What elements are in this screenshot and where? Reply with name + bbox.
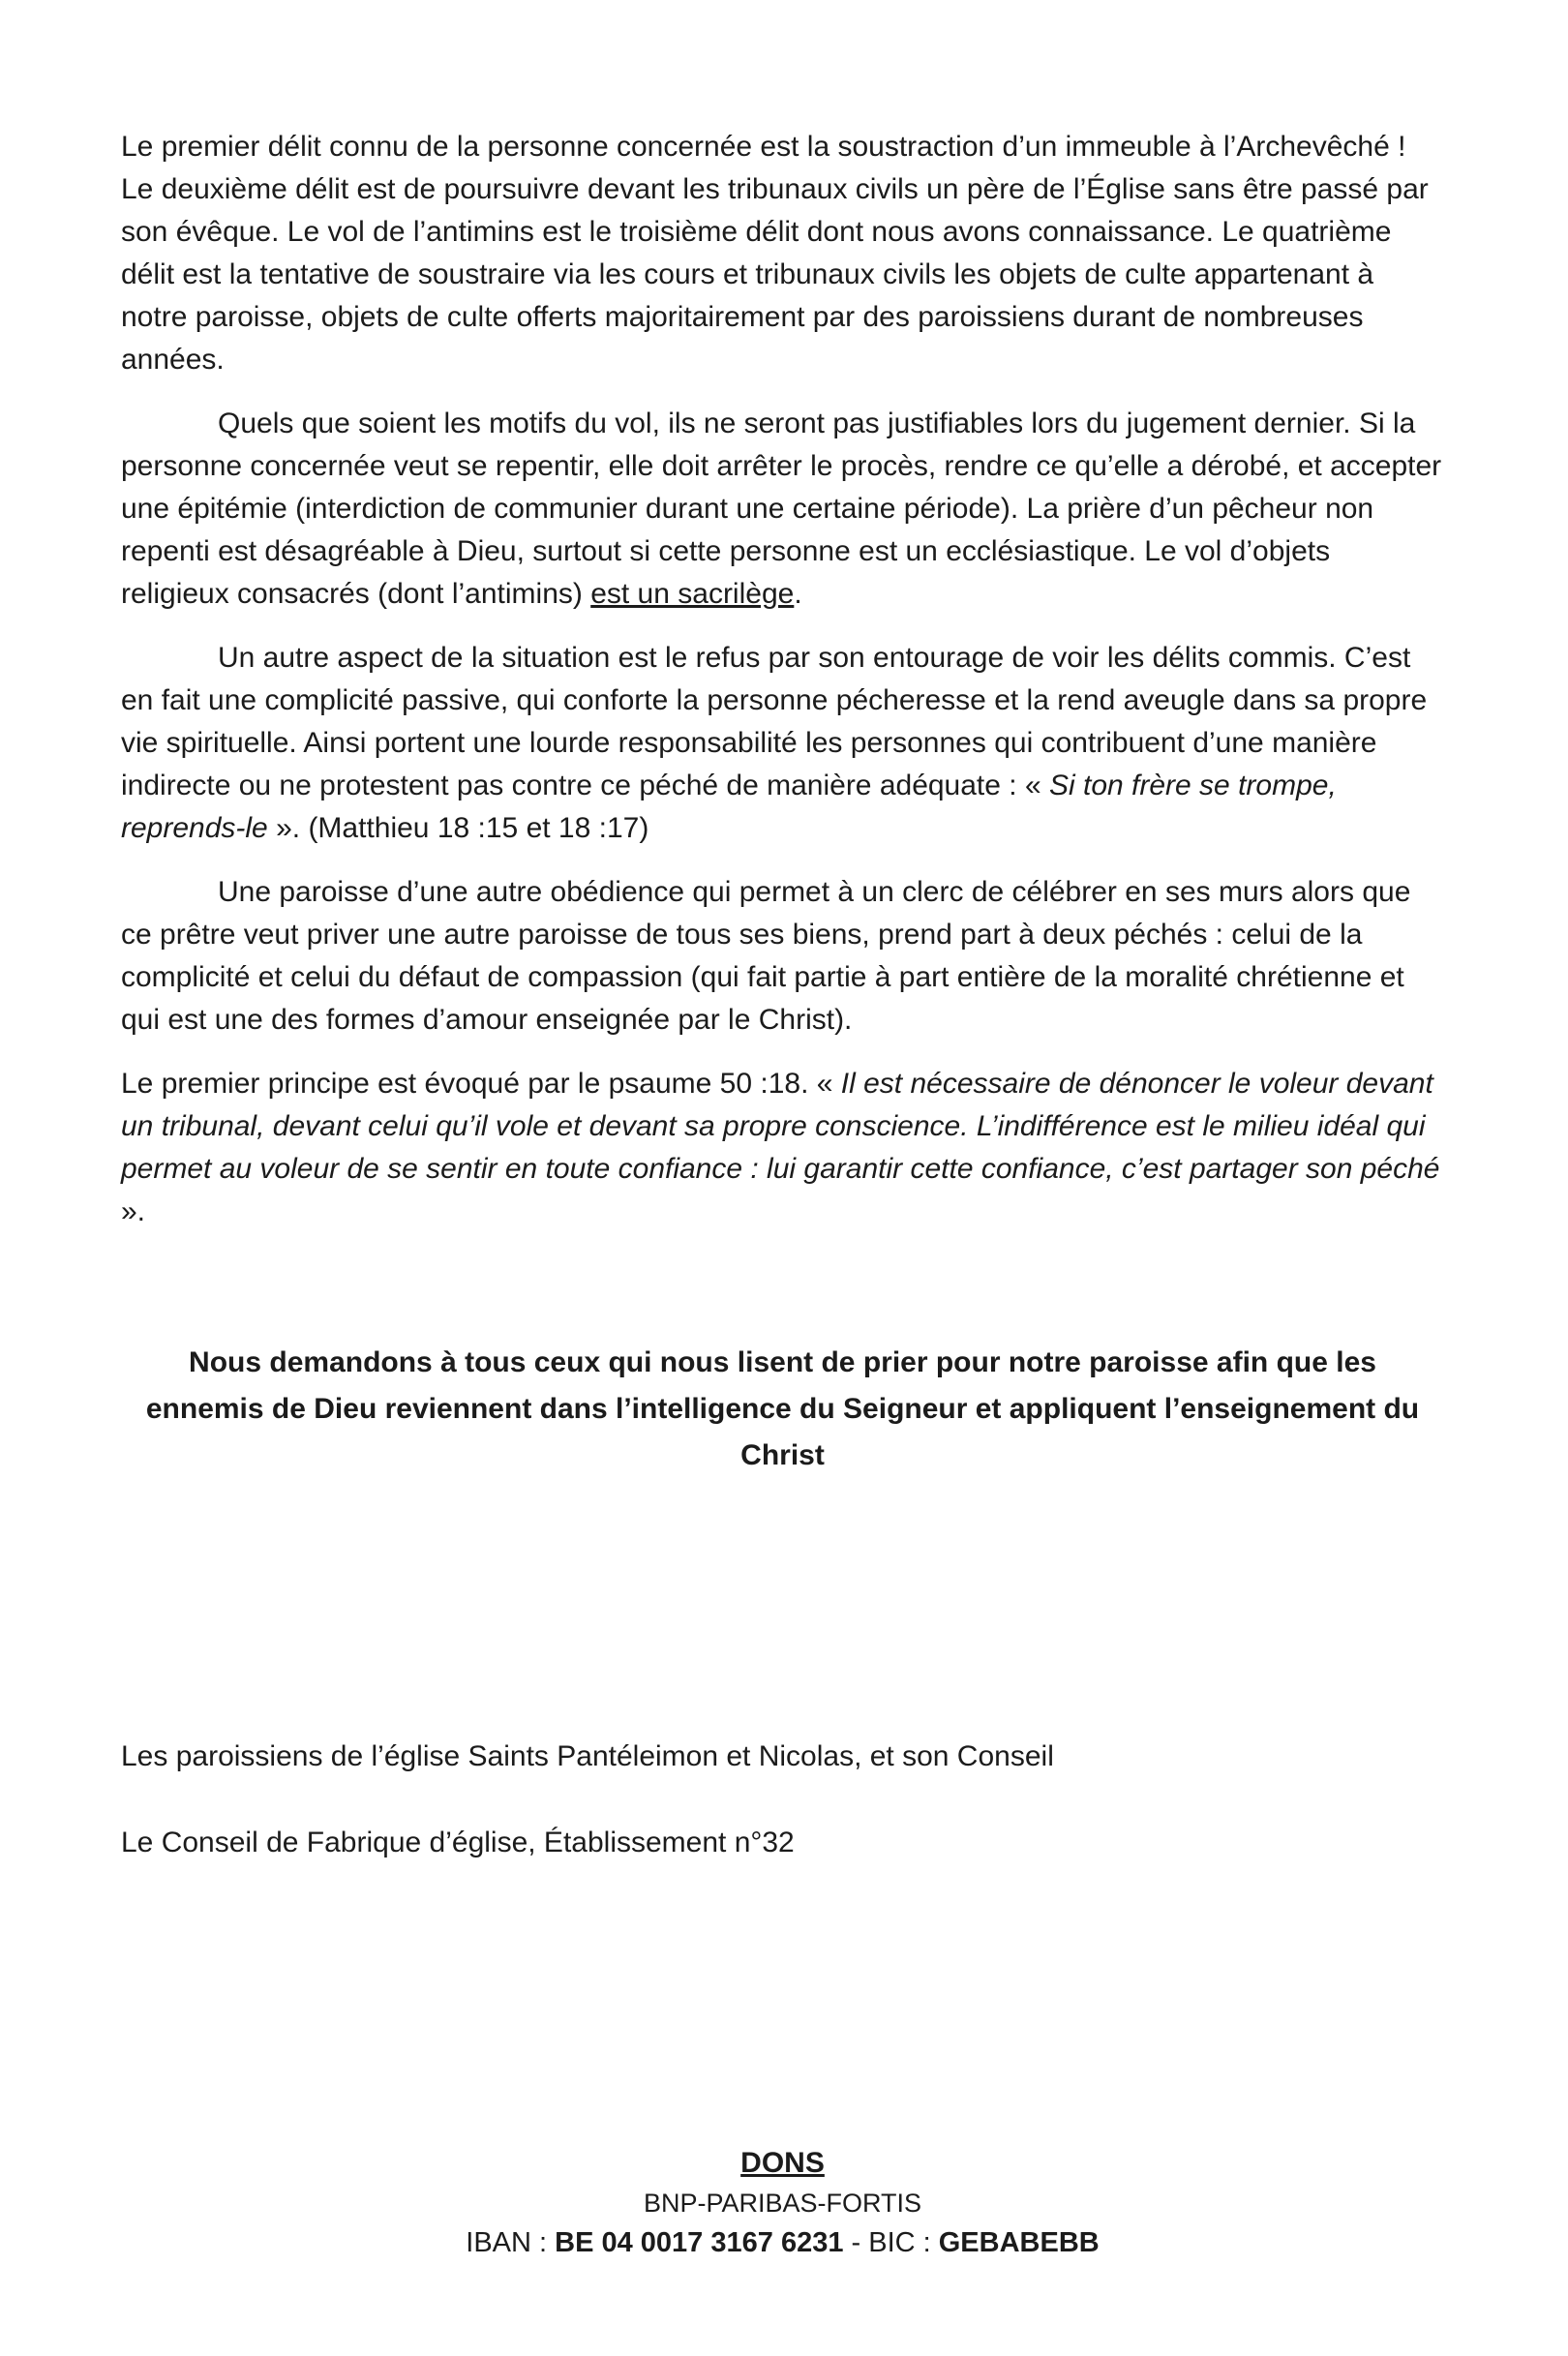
paragraph-psalm-end: ». <box>121 1195 146 1227</box>
paragraph-repentance-text: Quels que soient les motifs du vol, ils ne seront pas justifiables lors du jugement dernier. Si la personne concernée veut se repentir, elle doit arrêter le procès, rendre ce qu’elle a dérobé, et accepter une épitémie (interdiction de communier durant une certaine période). La prière d’un pêcheur non repenti est désagréable à Dieu, surtout si cette personne est un ecclésiastique. Le vol d’objets religieux consacrés (dont l’antimins) <box>121 408 1442 610</box>
paragraph-psalm-intro: Le premier principe est évoqué par le psaume 50 :18. « <box>121 1068 841 1100</box>
iban-label: IBAN : <box>466 2227 556 2258</box>
italic-quote-matthieu: Si ton frère se trompe, reprends-le <box>121 770 1337 844</box>
paragraph-complicity-text: Un autre aspect de la situation est le refus par son entourage de voir les délits commis. C’est en fait une complicité passive, qui conforte la personne pécheresse et la rend aveugle dans sa propre vie spirituelle. Ainsi portent une lourde responsabilité les personnes qui contribuent d’une manière indirecte ou ne protestent pas contre ce péché de manière adéquate : « <box>121 642 1428 801</box>
donation-bank-name: BNP-PARIBAS-FORTIS <box>643 2189 922 2218</box>
paragraph-complicity <box>121 637 1444 850</box>
paragraph-complicity-end: ». (Matthieu 18 :15 et 18 :17) <box>267 812 649 844</box>
donation-title: DONS <box>740 2147 825 2179</box>
iban-value: BE 04 0017 3167 6231 <box>555 2227 844 2258</box>
donation-iban-line <box>121 2222 1444 2263</box>
signature-council: Le Conseil de Fabrique d’église, Établissement n°32 <box>121 1827 795 1858</box>
paragraph-repentance <box>121 403 1444 616</box>
donation-section <box>121 2143 1444 2263</box>
bic-label: - BIC : <box>843 2227 939 2258</box>
call-to-prayer: Nous demandons à tous ceux qui nous lisent de prier pour notre paroisse afin que les ennemis de Dieu reviennent dans l’intelligence du Seigneur et appliquent l’enseignement du Christ <box>145 1346 1420 1471</box>
paragraph-psalm <box>121 1063 1444 1233</box>
italic-quote-psalm: Il est nécessaire de dénoncer le voleur devant un tribunal, devant celui qu’il vole et devant sa propre conscience. L’indifférence est le milieu idéal qui permet au voleur de se sentir en toute confiance : lui garantir cette confiance, c’est partager son péché <box>121 1068 1440 1185</box>
signature-parishioners: Les paroissiens de l’église Saints Pantéleimon et Nicolas, et son Conseil <box>121 1740 1054 1772</box>
paragraph-repentance-end: . <box>794 578 802 610</box>
paragraph-other-parish: Une paroisse d’une autre obédience qui permet à un clerc de célébrer en ses murs alors que ce prêtre veut priver une autre paroisse de tous ses biens, prend part à deux péchés : celui de la complicité et celui du défaut de compassion (qui fait partie à part entière de la moralité chrétienne et qui est une des formes d’amour enseignée par le Christ). <box>121 876 1411 1036</box>
underlined-phrase-sacrilege: est un sacrilège <box>590 578 795 610</box>
paragraph-crimes: Le premier délit connu de la personne concernée est la soustraction d’un immeuble à l’Archevêché ! Le deuxième délit est de poursuivre devant les tribunaux civils un père de l’Église sans être passé par son évêque. Le vol de l’antimins est le troisième délit dont nous avons connaissance. Le quatrième délit est la tentative de soustraire via les cours et tribunaux civils les objets de culte appartenant à notre paroisse, objets de culte offerts majoritairement par des paroissiens durant de nombreuses années. <box>121 131 1429 376</box>
bic-value: GEBABEBB <box>938 2227 1100 2258</box>
